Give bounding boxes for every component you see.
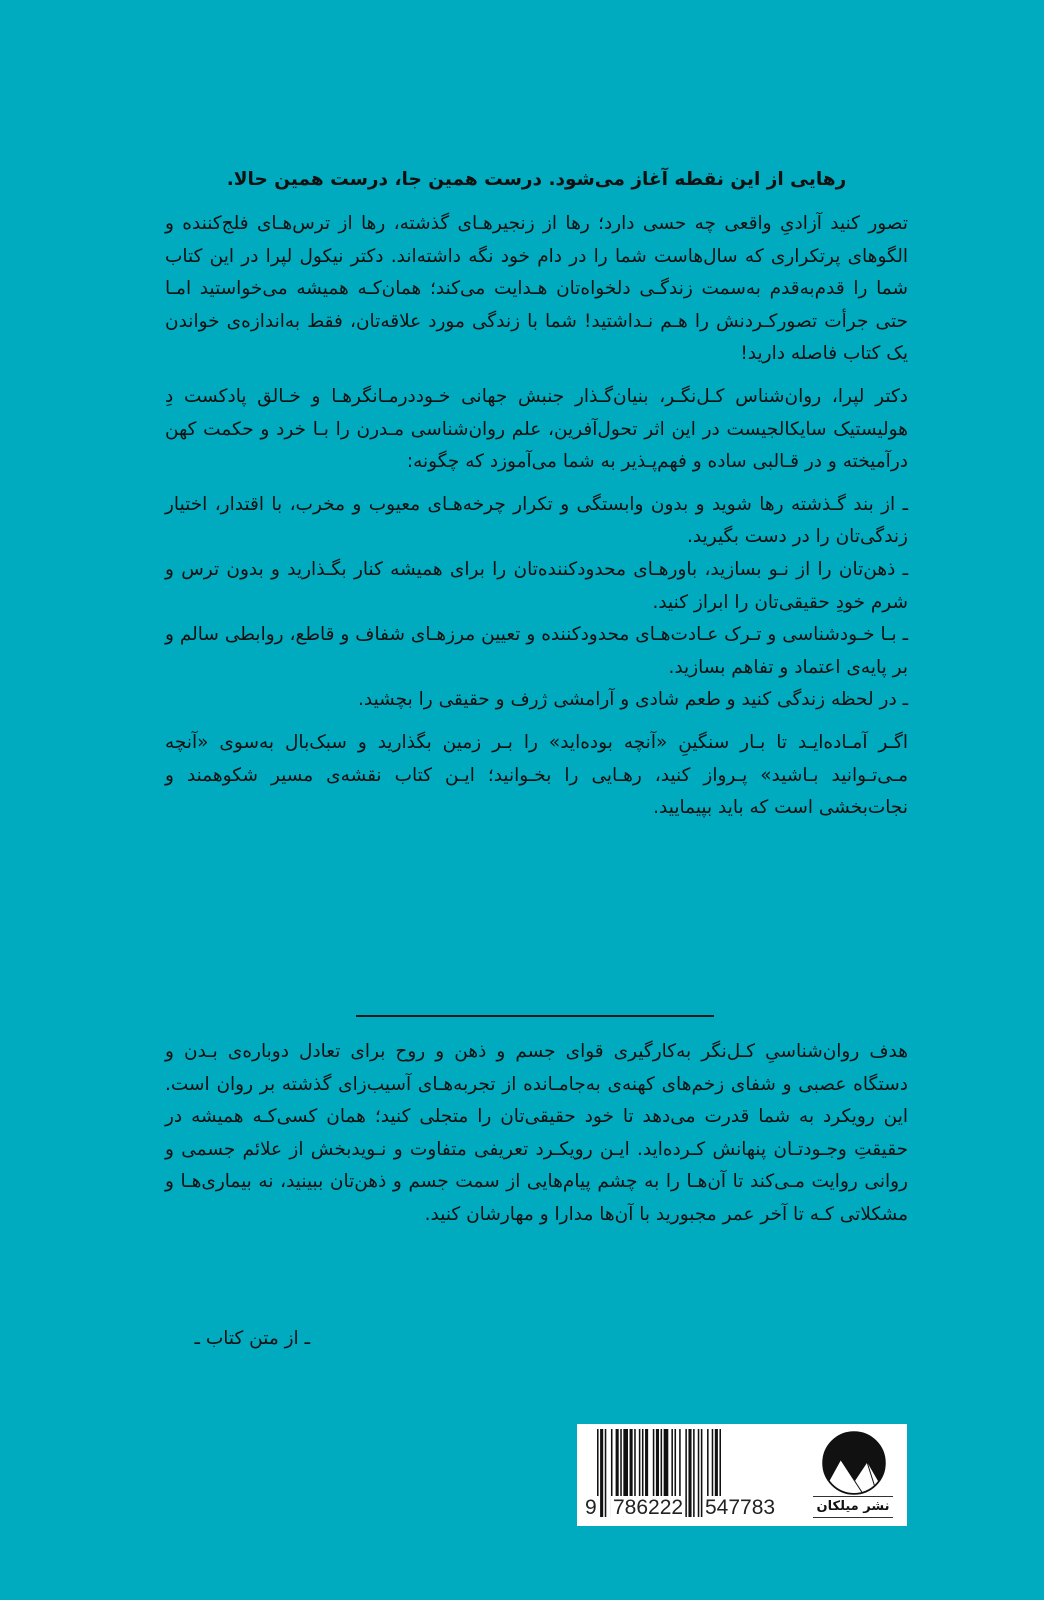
- excerpt-paragraph: هدف روان‌شناسیِ کـل‌نگر به‌کارگیری قوای جسم و ذهن و روح برای تعادل دوباره‌ی بـدن و دستگاه عصبی و شفای زخم‌های کهنه‌ی به‌جامـانده از تجربه‌هـای آسیب‌زای گذشته بر روان است. این رویکرد به شما قدرت می‌دهد تا خود حقیقی‌تان را متجلی کنید؛ همان کسی‌کـه همیشه در حقیقتِ وجـودتـان پنهانش کـرده‌اید. ایـن رویکـرد تعریفی متفاوت و نـویدبخش از علائم جسمی و روانی روایت مـی‌کند تا آن‌هـا را به چشم پیام‌هایی از سمت جسم و ذهن‌تان ببینید، نه بیماری‌هـا و مشکلاتی کـه تا آخر عمر مجبورید با آن‌ها مدارا و مهارشان کنید.: [165, 1041, 908, 1225]
- isbn-number: [583, 1496, 833, 1522]
- isbn-group-2: 547783: [705, 1496, 776, 1519]
- excerpt-section: [165, 1036, 908, 1242]
- benefits-list: [165, 489, 908, 717]
- benefit-item: ـ بـا خـودشناسی و تـرک عـادت‌هـای محدودکننده و تعیین مرزهـای شفاف و قاطع، روابطی سالم و بر پایه‌ی اعتماد و تفاهم بسازید.: [165, 624, 908, 678]
- publisher-name: نشر میلکان: [813, 1496, 893, 1518]
- benefit-item: ـ از بند گـذشته رها شوید و بدون وابستگی و تکرار چرخه‌هـای معیوب و مخرب، با اقتدار، اختیار زندگی‌تان را در دست بگیرید.: [165, 493, 908, 548]
- back-cover-headline: رهایی از این نقطه آغاز می‌شود. درست همین جا، درست همین حالا.: [226, 169, 847, 190]
- isbn-first-digit: 9: [585, 1496, 597, 1519]
- source-note: ـ از متن کتاب ـ: [194, 1328, 310, 1349]
- closing-paragraph: اگـر آمـاده‌ایـد تا بـار سنگینِ «آنچه بوده‌اید» را بـر زمین بگذارید و سبک‌بال به‌سوی «آنچه مـی‌تـوانید بـاشید» پـرواز کنید، رهـایی را بخـوانید؛ ایـن کتاب نقشه‌ی مسیر شکوهمند و نجات‌بخشی است که باید بپیمایید.: [165, 731, 908, 819]
- isbn-group-1: 786222: [613, 1496, 684, 1519]
- section-divider: [356, 1015, 714, 1017]
- benefit-item: ـ ذهن‌تان را از نـو بسازید، باورهـای محدودکننده‌تان را برای همیشه کنار بگـذارید و بدون ترس و شرم خودِ حقیقی‌تان را ابراز کنید.: [165, 558, 908, 613]
- intro-section: [165, 208, 908, 835]
- author-paragraph: دکتر لپرا، روان‌شناس کـل‌نگـر، بنیان‌گـذار جنبش جهانی خـوددرمـانگرهـا و خـالق پادکست دِ هولیستیک سایکالجیست در این اثر تحول‌آفرین، علم روان‌شناسی مـدرن را بـا خرد و حکمت کهن درآمیخته و در قـالبی ساده و فهم‌پـذیر به شما می‌آموزد که چگونه:: [165, 385, 908, 473]
- barcode-panel: [577, 1424, 907, 1526]
- benefit-item: ـ در لحظه زندگی کنید و طعم شادی و آرامشی ژرف و حقیقی را بچشید.: [357, 689, 908, 711]
- intro-paragraph: تصور کنید آزادیِ واقعی چه حسی دارد؛ رها از زنجیرهـای گذشته، رها از ترس‌هـای فلج‌کننده و الگوهای پرتکراری که سال‌هاست شما را در دام خود نگه داشته‌اند. دکتر نیکول لپرا در این کتاب شما را قدم‌به‌قدم به‌سمت زندگـی دلخواه‌تان هـدایت می‌کند؛ همان‌کـه همیشه می‌خواستید امـا حتی جرأت تصورکـردنش را هـم نـداشتید! شما با زندگی مورد علاقه‌تان، فقط به‌اندازه‌ی خواندن یک کتاب فاصله دارید!: [165, 213, 908, 365]
